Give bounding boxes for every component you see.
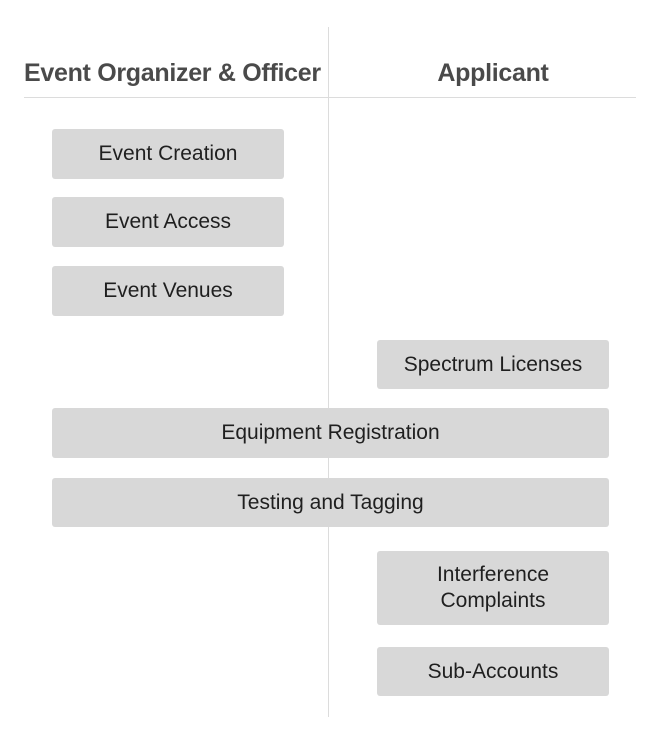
sub-accounts-box xyxy=(377,647,609,696)
event-venues-label: Event Venues xyxy=(103,279,233,302)
event-venues-box xyxy=(52,266,284,316)
interference-complaints-box xyxy=(377,551,609,625)
applicant-column-header: Applicant xyxy=(437,59,549,87)
event-creation-label: Event Creation xyxy=(98,142,238,165)
testing-and-tagging-label: Testing and Tagging xyxy=(237,490,424,514)
sub-accounts-label: Sub-Accounts xyxy=(427,659,559,683)
event-organizer-column-header: Event Organizer & Officer xyxy=(24,59,321,87)
interference-complaints-label-line2: Complaints xyxy=(440,589,546,612)
header-divider xyxy=(24,97,636,98)
event-access-box xyxy=(52,197,284,247)
interference-complaints-label-line1: Interference xyxy=(436,563,550,586)
spectrum-licenses-box xyxy=(377,340,609,389)
spectrum-licenses-label: Spectrum Licenses xyxy=(403,352,583,376)
event-access-label: Event Access xyxy=(104,210,232,233)
column-divider xyxy=(328,27,329,717)
equipment-registration-box xyxy=(52,408,609,458)
testing-and-tagging-box xyxy=(52,478,609,527)
event-creation-box xyxy=(52,129,284,179)
equipment-registration-label: Equipment Registration xyxy=(221,421,440,444)
